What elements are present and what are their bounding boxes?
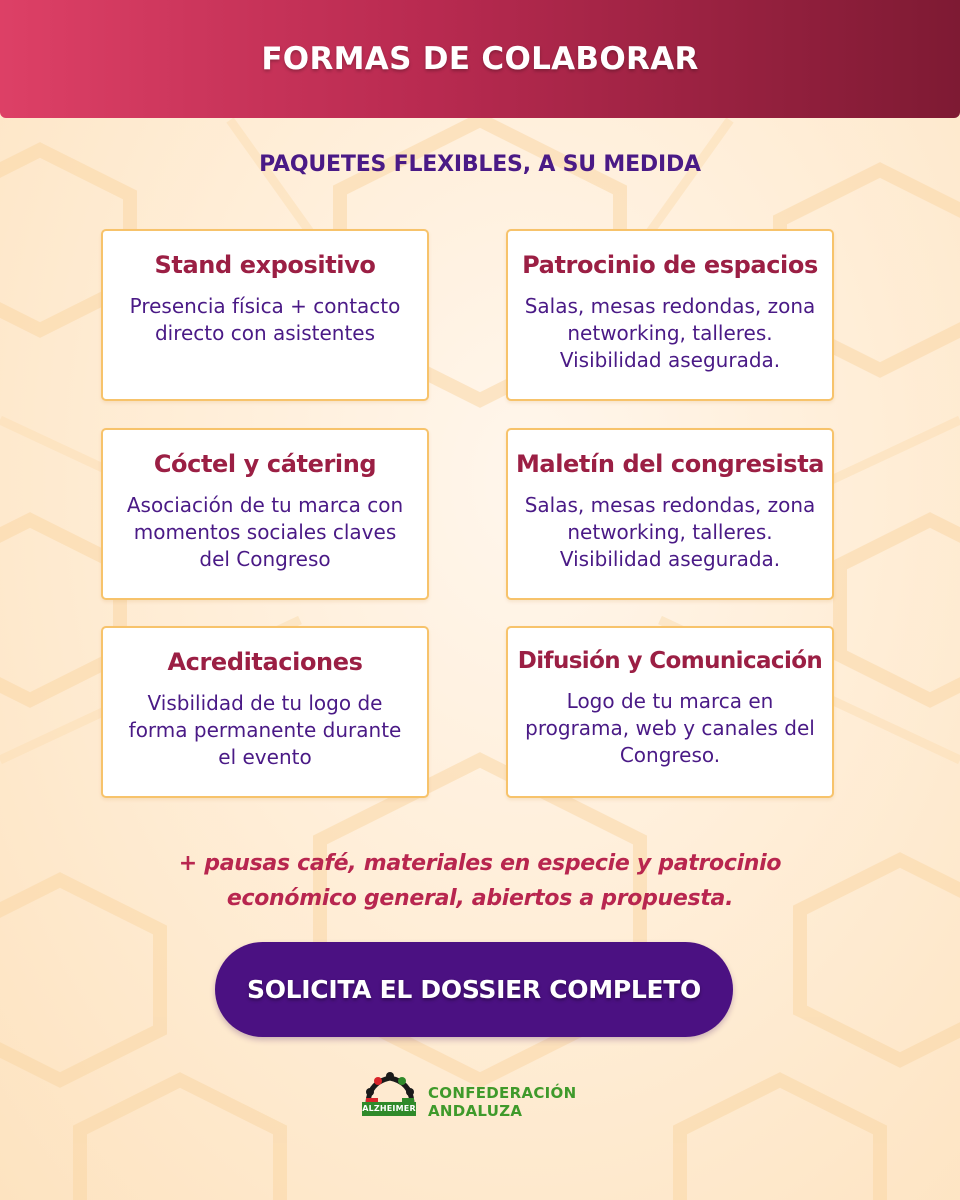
page-title: FORMAS DE COLABORAR xyxy=(261,41,699,77)
note-line-1: + pausas café, materiales en especie y patrocinio xyxy=(178,851,782,876)
card-title: Patrocinio de espacios xyxy=(522,251,818,279)
card-title: Maletín del congresista xyxy=(515,450,825,478)
card-description: Asociación de tu marca con momentos sociales claves del Congreso xyxy=(126,493,404,571)
card-title: Cóctel y cátering xyxy=(153,450,377,478)
note-line-2: económico general, abiertos a propuesta. xyxy=(226,886,734,911)
logo-line-2: ANDALUZA xyxy=(428,1102,523,1120)
request-dossier-button[interactable]: SOLICITA EL DOSSIER COMPLETO xyxy=(215,942,733,1037)
card-patrocinio-espacios xyxy=(506,229,834,401)
card-description: Salas, mesas redondas, zona networking, talleres. Visibilidad asegurada. xyxy=(524,294,816,372)
card-acreditaciones xyxy=(101,626,429,798)
logo-badge: ALZHEIMER xyxy=(362,1102,416,1116)
card-description: Logo de tu marca en programa, web y canales del Congreso. xyxy=(525,689,815,767)
card-maletin-congresista xyxy=(506,428,834,600)
card-description: Presencia física + contacto directo con asistentes xyxy=(129,294,401,345)
card-title: Difusión y Comunicación xyxy=(517,648,823,674)
card-title: Acreditaciones xyxy=(167,648,363,676)
card-difusion-comunicacion xyxy=(506,626,834,798)
confederacion-andaluza-logo xyxy=(362,1068,602,1128)
logo-wordmark xyxy=(428,1084,576,1120)
header-banner xyxy=(0,0,960,118)
additional-options-note xyxy=(0,846,960,916)
subtitle: PAQUETES FLEXIBLES, A SU MEDIDA xyxy=(259,152,701,177)
card-coctel-catering xyxy=(101,428,429,600)
card-stand-expositivo xyxy=(101,229,429,401)
card-title: Stand expositivo xyxy=(154,251,376,279)
logo-line-1: CONFEDERACIÓN xyxy=(428,1084,577,1102)
card-description: Visbilidad de tu logo de forma permanente durante el evento xyxy=(128,691,402,769)
card-description: Salas, mesas redondas, zona networking, talleres. Visibilidad asegurada. xyxy=(524,493,816,571)
